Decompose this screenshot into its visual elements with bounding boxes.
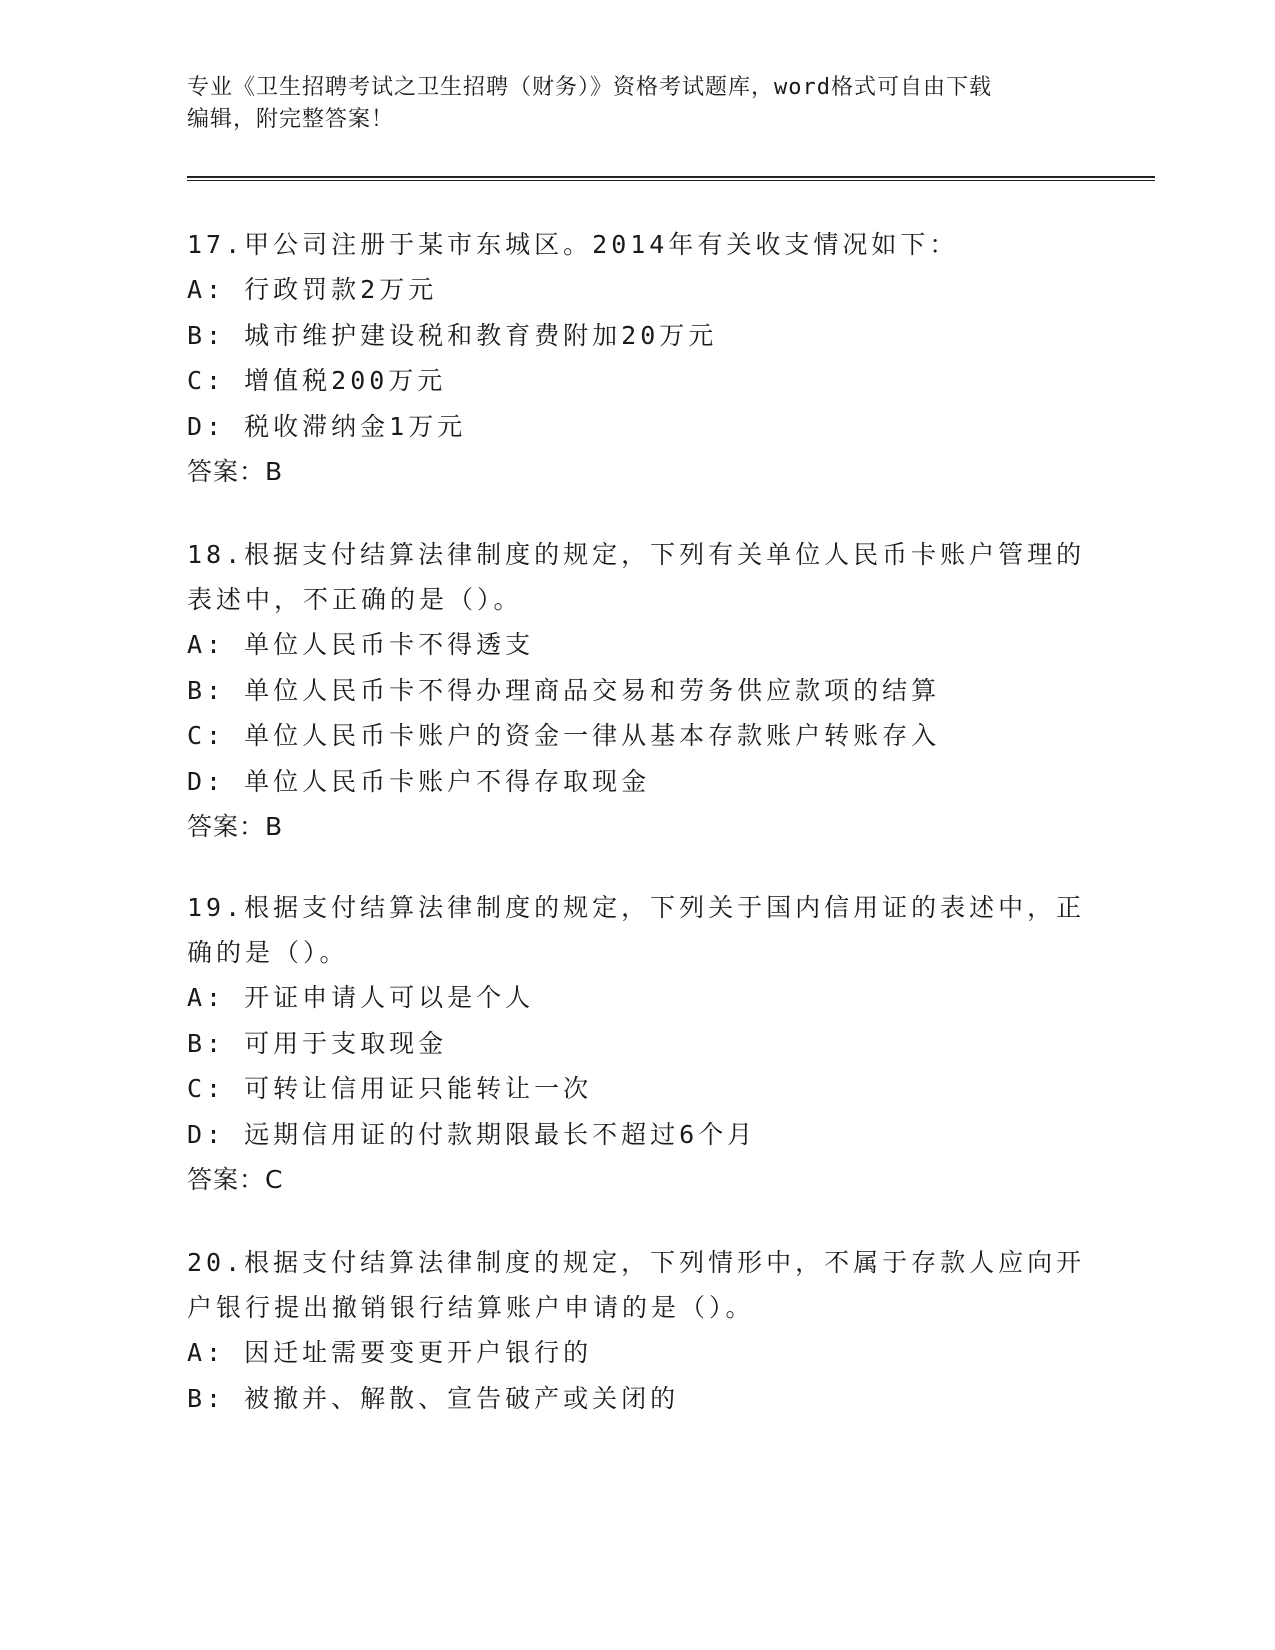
header-line-1: 专业《卫生招聘考试之卫生招聘（财务）》资格考试题库，word格式可自由下载 [187,75,992,100]
header-divider [187,176,1155,181]
option-d: D: 税收滞纳金1万元 [187,411,467,441]
document-header [187,72,1087,136]
option-b: B: 单位人民币卡不得办理商品交易和劳务供应款项的结算 [187,675,941,705]
question-stem-line: 17.甲公司注册于某市东城区。2014年有关收支情况如下： [187,230,959,259]
option-a: A: 行政罚款2万元 [187,275,438,304]
option-d: D: 单位人民币卡账户不得存取现金 [187,766,651,796]
option-d: D: 远期信用证的付款期限最长不超过6个月 [187,1119,757,1149]
question-17 [187,222,1087,494]
option-b: B: 被撤并、解散、宣告破产或关闭的 [187,1383,680,1413]
question-stem-line: 确的是（）。 [187,938,349,967]
option-c: C: 可转让信用证只能转让一次 [187,1074,593,1103]
question-stem-line: 表述中，不正确的是（）。 [187,585,523,614]
option-c: C: 增值税200万元 [187,366,447,395]
option-b: B: 可用于支取现金 [187,1028,448,1058]
question-stem-line: 18.根据支付结算法律制度的规定，下列有关单位人民币卡账户管理的 [187,540,1086,569]
question-19 [187,885,1087,1202]
option-a: A: 开证申请人可以是个人 [187,983,535,1012]
question-stem-line: 20.根据支付结算法律制度的规定，下列情形中，不属于存款人应向开 [187,1248,1086,1277]
answer: 答案：B [187,457,284,486]
answer: 答案：B [187,812,284,841]
question-18 [187,532,1087,849]
question-20 [187,1240,1087,1421]
answer: 答案：C [187,1165,284,1194]
header-line-2: 编辑，附完整答案！ [187,107,395,132]
question-stem-line: 户银行提出撤销银行结算账户申请的是（）。 [187,1293,755,1322]
option-c: C: 单位人民币卡账户的资金一律从基本存款账户转账存入 [187,721,941,750]
option-b: B: 城市维护建设税和教育费附加20万元 [187,320,718,350]
option-a: A: 因迁址需要变更开户银行的 [187,1338,593,1367]
question-stem-line: 19.根据支付结算法律制度的规定，下列关于国内信用证的表述中，正 [187,893,1086,922]
option-a: A: 单位人民币卡不得透支 [187,630,535,659]
